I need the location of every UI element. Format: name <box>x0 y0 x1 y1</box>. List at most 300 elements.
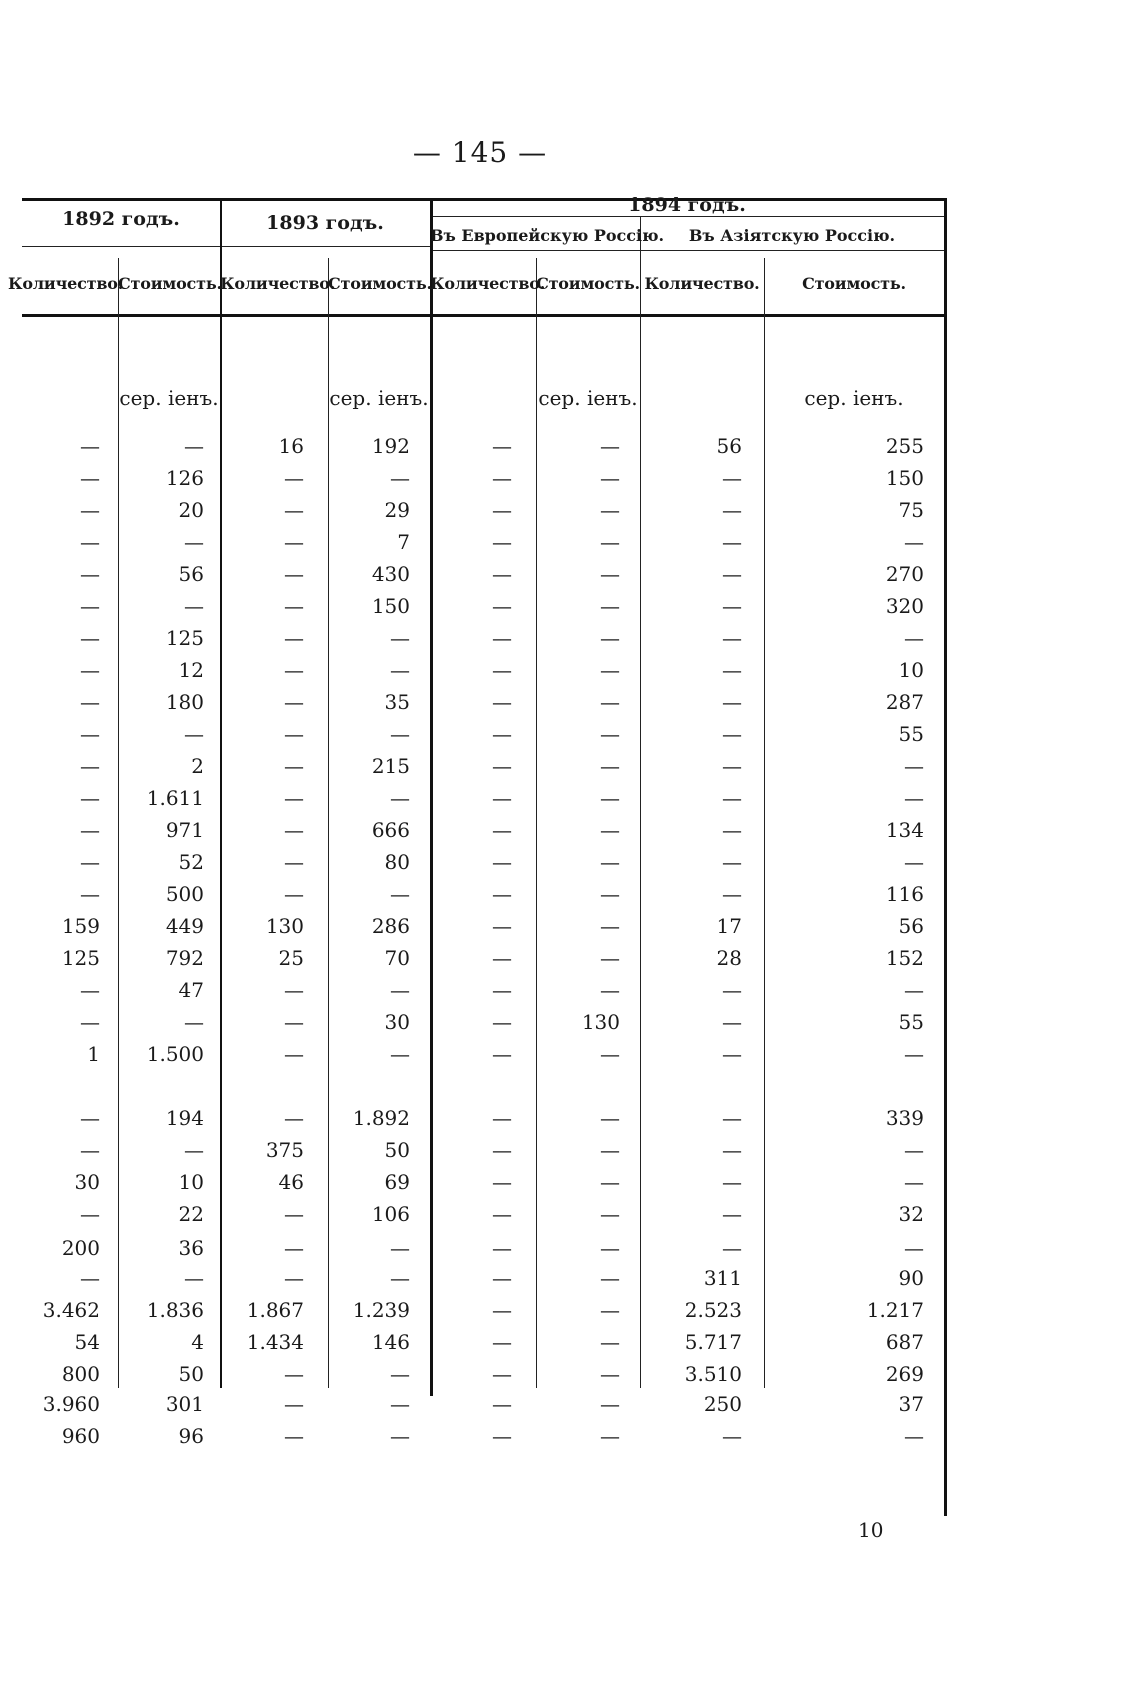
table-cell: — <box>600 1170 620 1194</box>
table-row <box>22 1168 944 1196</box>
table-cell: 55 <box>898 722 924 746</box>
table-cell: — <box>492 658 512 682</box>
table-cell: 339 <box>885 1106 924 1130</box>
table-cell: — <box>722 498 742 522</box>
table-cell <box>560 1072 620 1100</box>
unit-label-1892: сер. іенъ. <box>119 386 219 410</box>
table-cell: 960 <box>61 1424 100 1448</box>
table-cell: — <box>80 594 100 618</box>
table-cell: — <box>492 978 512 1002</box>
table-cell: — <box>492 882 512 906</box>
table-cell: — <box>600 914 620 938</box>
table-cell: — <box>80 658 100 682</box>
header-bottom-rule <box>22 314 944 317</box>
table-cell: — <box>600 434 620 458</box>
col-header-value-asia: Стоимость. <box>802 274 906 293</box>
table-cell: — <box>600 754 620 778</box>
header-1894: 1894 годъ. <box>628 194 746 216</box>
table-cell: — <box>722 978 742 1002</box>
table-cell: — <box>722 722 742 746</box>
col-header-value-1892: Стоимость. <box>118 274 222 293</box>
table-cell: — <box>600 786 620 810</box>
table-cell: 50 <box>178 1362 204 1386</box>
table-cell: — <box>492 626 512 650</box>
table-cell: — <box>600 818 620 842</box>
table-cell: — <box>600 498 620 522</box>
table-cell: — <box>600 1202 620 1226</box>
table-cell: 56 <box>716 434 742 458</box>
table-cell: — <box>600 562 620 586</box>
table-row <box>22 432 944 460</box>
table-cell: 32 <box>898 1202 924 1226</box>
table-cell: — <box>390 1392 410 1416</box>
table-cell: — <box>904 850 924 874</box>
table-cell: — <box>722 818 742 842</box>
table-cell: 56 <box>178 562 204 586</box>
table-cell: 35 <box>384 690 410 714</box>
table-cell: — <box>284 1424 304 1448</box>
table-cell: 55 <box>898 1010 924 1034</box>
table-cell: — <box>80 690 100 714</box>
table-cell: 22 <box>178 1202 204 1226</box>
table-cell: — <box>184 1010 204 1034</box>
table-cell: — <box>600 1330 620 1354</box>
table-cell: 3.960 <box>42 1392 100 1416</box>
table-cell: 36 <box>178 1236 204 1260</box>
table-cell <box>40 1072 100 1100</box>
table-row <box>22 528 944 556</box>
table-row <box>22 784 944 812</box>
table-cell: — <box>284 498 304 522</box>
table-cell: 130 <box>265 914 304 938</box>
table-row <box>22 944 944 972</box>
header-asiatic-russia: Въ Азіятскую Россію. <box>688 226 896 245</box>
table-cell: — <box>390 1236 410 1260</box>
table-cell: — <box>904 1424 924 1448</box>
table-cell: 1.434 <box>246 1330 304 1354</box>
table-cell: — <box>390 882 410 906</box>
header-1893: 1893 годъ. <box>266 212 384 234</box>
table-cell: 320 <box>885 594 924 618</box>
table-cell: — <box>904 626 924 650</box>
col-header-quantity-1892: Количество. <box>8 274 124 293</box>
table-cell: — <box>722 1236 742 1260</box>
table-cell: — <box>492 1106 512 1130</box>
table-cell: — <box>80 850 100 874</box>
table-cell <box>682 1072 742 1100</box>
table-cell: 10 <box>178 1170 204 1194</box>
table-cell: 50 <box>384 1138 410 1162</box>
col-header-value-eu: Стоимость. <box>536 274 640 293</box>
table-cell: — <box>80 626 100 650</box>
table-cell: — <box>492 1010 512 1034</box>
table-cell: 146 <box>371 1330 410 1354</box>
table-cell: — <box>600 1424 620 1448</box>
table-cell: 449 <box>165 914 204 938</box>
table-cell: — <box>284 466 304 490</box>
table-cell: — <box>722 882 742 906</box>
table-cell: — <box>284 530 304 554</box>
table-cell <box>864 1072 924 1100</box>
table-cell: — <box>390 1362 410 1386</box>
table-cell: — <box>492 1266 512 1290</box>
table-row <box>22 624 944 652</box>
table-cell: — <box>492 690 512 714</box>
table-row <box>22 1008 944 1036</box>
table-cell: 1.500 <box>146 1042 204 1066</box>
table-cell: — <box>600 1266 620 1290</box>
table-row <box>22 1136 944 1164</box>
table-row <box>22 752 944 780</box>
table-cell: — <box>600 1392 620 1416</box>
table-cell: — <box>492 754 512 778</box>
table-cell: 1.239 <box>352 1298 410 1322</box>
table-cell: — <box>390 626 410 650</box>
table-cell: — <box>284 690 304 714</box>
table-cell: 2 <box>191 754 204 778</box>
table-cell: — <box>390 786 410 810</box>
table-cell: — <box>284 658 304 682</box>
table-cell: — <box>80 466 100 490</box>
table-cell: — <box>600 594 620 618</box>
table-row <box>22 464 944 492</box>
table-cell: 125 <box>165 626 204 650</box>
table-cell: 375 <box>265 1138 304 1162</box>
table-cell <box>244 1072 304 1100</box>
table-cell: — <box>390 466 410 490</box>
table-cell: — <box>722 690 742 714</box>
table-cell: — <box>904 1138 924 1162</box>
table-cell: 3.462 <box>42 1298 100 1322</box>
table-cell: — <box>284 1266 304 1290</box>
table-cell: — <box>904 754 924 778</box>
table-cell: — <box>390 722 410 746</box>
table-cell: — <box>904 786 924 810</box>
table-cell: 116 <box>885 882 924 906</box>
table-cell: 971 <box>165 818 204 842</box>
year-rule <box>22 246 430 247</box>
table-cell: 30 <box>384 1010 410 1034</box>
table-cell: — <box>600 690 620 714</box>
table-cell: — <box>284 626 304 650</box>
table-cell: — <box>284 882 304 906</box>
table-cell: 28 <box>716 946 742 970</box>
table-cell: — <box>600 466 620 490</box>
table-cell: 1.867 <box>246 1298 304 1322</box>
table-cell: — <box>492 1424 512 1448</box>
table-cell: — <box>80 754 100 778</box>
table-row <box>22 496 944 524</box>
table-cell: — <box>390 1424 410 1448</box>
table-cell: — <box>492 722 512 746</box>
table-cell: — <box>284 850 304 874</box>
table-cell: 2.523 <box>684 1298 742 1322</box>
table-cell: 80 <box>384 850 410 874</box>
table-cell: 180 <box>165 690 204 714</box>
table-cell: 4 <box>191 1330 204 1354</box>
table-cell: — <box>390 978 410 1002</box>
table-cell: — <box>600 722 620 746</box>
table-row <box>22 816 944 844</box>
table-row <box>22 1200 944 1228</box>
table-cell: — <box>600 658 620 682</box>
table-cell: 1.836 <box>146 1298 204 1322</box>
table-cell: — <box>722 594 742 618</box>
table-cell: 69 <box>384 1170 410 1194</box>
header-european-russia: Въ Европейскую Россію. <box>430 226 665 245</box>
subheader-rule <box>430 216 944 217</box>
table-cell: — <box>722 850 742 874</box>
table-cell: — <box>284 1392 304 1416</box>
page-header: — 145 — <box>412 136 548 169</box>
table-cell: — <box>284 1202 304 1226</box>
table-cell: 311 <box>703 1266 742 1290</box>
table-cell: — <box>492 914 512 938</box>
table-cell: 5.717 <box>684 1330 742 1354</box>
table-cell: — <box>184 594 204 618</box>
table-cell: 29 <box>384 498 410 522</box>
signature-mark: 10 <box>858 1518 884 1542</box>
table-cell: — <box>284 1236 304 1260</box>
table-cell: 301 <box>165 1392 204 1416</box>
table-cell: — <box>284 1362 304 1386</box>
table-row <box>22 1360 944 1388</box>
table-cell: 17 <box>716 914 742 938</box>
table-row <box>22 1040 944 1068</box>
table-cell: — <box>80 1202 100 1226</box>
table-cell: — <box>904 978 924 1002</box>
table-cell: — <box>722 1010 742 1034</box>
table-cell: 37 <box>898 1392 924 1416</box>
table-row <box>22 1390 944 1418</box>
table-cell: — <box>492 1298 512 1322</box>
table-cell <box>452 1072 512 1100</box>
table-row <box>22 1328 944 1356</box>
table-cell: 47 <box>178 978 204 1002</box>
table-cell: — <box>284 786 304 810</box>
table-cell: — <box>80 818 100 842</box>
table-cell: — <box>600 946 620 970</box>
table-cell: 126 <box>165 466 204 490</box>
table-cell: 30 <box>74 1170 100 1194</box>
table-row <box>22 848 944 876</box>
table-cell: — <box>722 658 742 682</box>
region-rule <box>430 250 944 251</box>
table-row <box>22 1422 944 1450</box>
table-row <box>22 1296 944 1324</box>
table-cell: — <box>492 466 512 490</box>
table-cell: — <box>284 722 304 746</box>
table-row <box>22 1104 944 1132</box>
table-cell: — <box>184 722 204 746</box>
table-cell: — <box>390 1042 410 1066</box>
table-cell: 269 <box>885 1362 924 1386</box>
table-cell: 7 <box>397 530 410 554</box>
table-cell: — <box>722 1424 742 1448</box>
table-cell: 20 <box>178 498 204 522</box>
table-cell: — <box>722 1042 742 1066</box>
table-cell: 150 <box>371 594 410 618</box>
table-cell: 75 <box>898 498 924 522</box>
table-cell: — <box>600 1106 620 1130</box>
table-cell: — <box>492 434 512 458</box>
table-cell: — <box>284 1106 304 1130</box>
table-cell: — <box>904 530 924 554</box>
col-header-value-1893: Стоимость. <box>328 274 432 293</box>
table-cell: 200 <box>61 1236 100 1260</box>
table-cell: — <box>722 786 742 810</box>
table-cell: — <box>600 1042 620 1066</box>
table-cell: — <box>904 1236 924 1260</box>
table-row <box>22 1072 944 1100</box>
table-cell: 90 <box>898 1266 924 1290</box>
statistics-table <box>8 194 947 1516</box>
table-cell: 215 <box>371 754 410 778</box>
table-cell: 12 <box>178 658 204 682</box>
table-cell: — <box>390 1266 410 1290</box>
col-header-quantity-eu: Количество. <box>430 274 546 293</box>
table-cell: — <box>722 626 742 650</box>
table-cell: — <box>80 1010 100 1034</box>
table-cell: 192 <box>371 434 410 458</box>
table-cell: — <box>600 1138 620 1162</box>
table-cell: — <box>600 530 620 554</box>
table-row <box>22 1234 944 1262</box>
table-cell: — <box>80 978 100 1002</box>
table-cell: — <box>722 1138 742 1162</box>
table-cell: — <box>390 658 410 682</box>
table-cell: — <box>600 850 620 874</box>
table-cell: — <box>722 562 742 586</box>
table-cell: — <box>600 978 620 1002</box>
table-cell: 106 <box>371 1202 410 1226</box>
table-cell: 1 <box>87 1042 100 1066</box>
table-cell: 16 <box>278 434 304 458</box>
table-cell: 666 <box>371 818 410 842</box>
table-cell: — <box>492 1138 512 1162</box>
table-cell <box>350 1072 410 1100</box>
table-cell: — <box>184 1138 204 1162</box>
table-cell: — <box>600 626 620 650</box>
table-cell: — <box>492 946 512 970</box>
table-cell: — <box>80 1106 100 1130</box>
table-cell: — <box>80 722 100 746</box>
table-cell: 255 <box>885 434 924 458</box>
table-cell: — <box>492 1042 512 1066</box>
table-cell: — <box>492 818 512 842</box>
table-row <box>22 560 944 588</box>
table-row <box>22 688 944 716</box>
col-header-quantity-asia: Количество. <box>644 274 760 293</box>
table-cell: — <box>492 1392 512 1416</box>
table-cell: 25 <box>278 946 304 970</box>
table-cell: — <box>184 1266 204 1290</box>
table-cell: — <box>284 818 304 842</box>
table-cell: — <box>80 882 100 906</box>
table-cell: 130 <box>581 1010 620 1034</box>
table-cell: 150 <box>885 466 924 490</box>
table-row <box>22 976 944 1004</box>
table-cell: — <box>492 1236 512 1260</box>
table-cell: — <box>284 1042 304 1066</box>
table-cell: — <box>80 530 100 554</box>
table-cell: — <box>722 466 742 490</box>
table-cell: — <box>492 850 512 874</box>
table-cell: — <box>80 1138 100 1162</box>
table-cell: 70 <box>384 946 410 970</box>
table-cell: — <box>80 434 100 458</box>
table-cell: — <box>600 882 620 906</box>
table-cell: 194 <box>165 1106 204 1130</box>
table-cell: 96 <box>178 1424 204 1448</box>
table-cell <box>144 1072 204 1100</box>
table-cell: 800 <box>61 1362 100 1386</box>
table-cell: — <box>492 1362 512 1386</box>
table-cell: — <box>284 594 304 618</box>
table-cell: — <box>284 1010 304 1034</box>
table-cell: — <box>184 530 204 554</box>
table-cell: — <box>80 786 100 810</box>
table-cell: — <box>492 786 512 810</box>
table-cell: 152 <box>885 946 924 970</box>
table-cell: 46 <box>278 1170 304 1194</box>
table-cell: 286 <box>371 914 410 938</box>
table-cell: 792 <box>165 946 204 970</box>
table-row <box>22 880 944 908</box>
table-cell: 10 <box>898 658 924 682</box>
table-cell: — <box>904 1042 924 1066</box>
table-cell: 56 <box>898 914 924 938</box>
table-cell: 134 <box>885 818 924 842</box>
table-cell: 687 <box>885 1330 924 1354</box>
table-cell: — <box>600 1236 620 1260</box>
table-cell: — <box>492 562 512 586</box>
col-header-quantity-1893: Количество. <box>220 274 336 293</box>
table-cell: 125 <box>61 946 100 970</box>
unit-label-eu: сер. іенъ. <box>538 386 638 410</box>
table-row <box>22 1264 944 1292</box>
table-cell: — <box>722 1170 742 1194</box>
table-cell: — <box>284 754 304 778</box>
table-cell: 1.217 <box>866 1298 924 1322</box>
table-cell: 250 <box>703 1392 742 1416</box>
table-cell: — <box>600 1362 620 1386</box>
table-cell: — <box>904 1170 924 1194</box>
table-cell: 1.892 <box>352 1106 410 1130</box>
table-cell: — <box>492 594 512 618</box>
table-cell: — <box>722 1106 742 1130</box>
table-cell: — <box>184 434 204 458</box>
table-cell: — <box>80 1266 100 1290</box>
table-cell: 54 <box>74 1330 100 1354</box>
table-cell: 3.510 <box>684 1362 742 1386</box>
table-cell: — <box>722 754 742 778</box>
table-cell: 430 <box>371 562 410 586</box>
table-cell: — <box>600 1298 620 1322</box>
table-cell: — <box>722 530 742 554</box>
table-cell: — <box>492 1170 512 1194</box>
table-cell: — <box>284 562 304 586</box>
table-row <box>22 720 944 748</box>
table-row <box>22 656 944 684</box>
table-cell: — <box>492 530 512 554</box>
table-cell: — <box>80 562 100 586</box>
table-cell: — <box>284 978 304 1002</box>
table-row <box>22 912 944 940</box>
table-cell: — <box>492 498 512 522</box>
table-cell: 159 <box>61 914 100 938</box>
table-cell: 52 <box>178 850 204 874</box>
